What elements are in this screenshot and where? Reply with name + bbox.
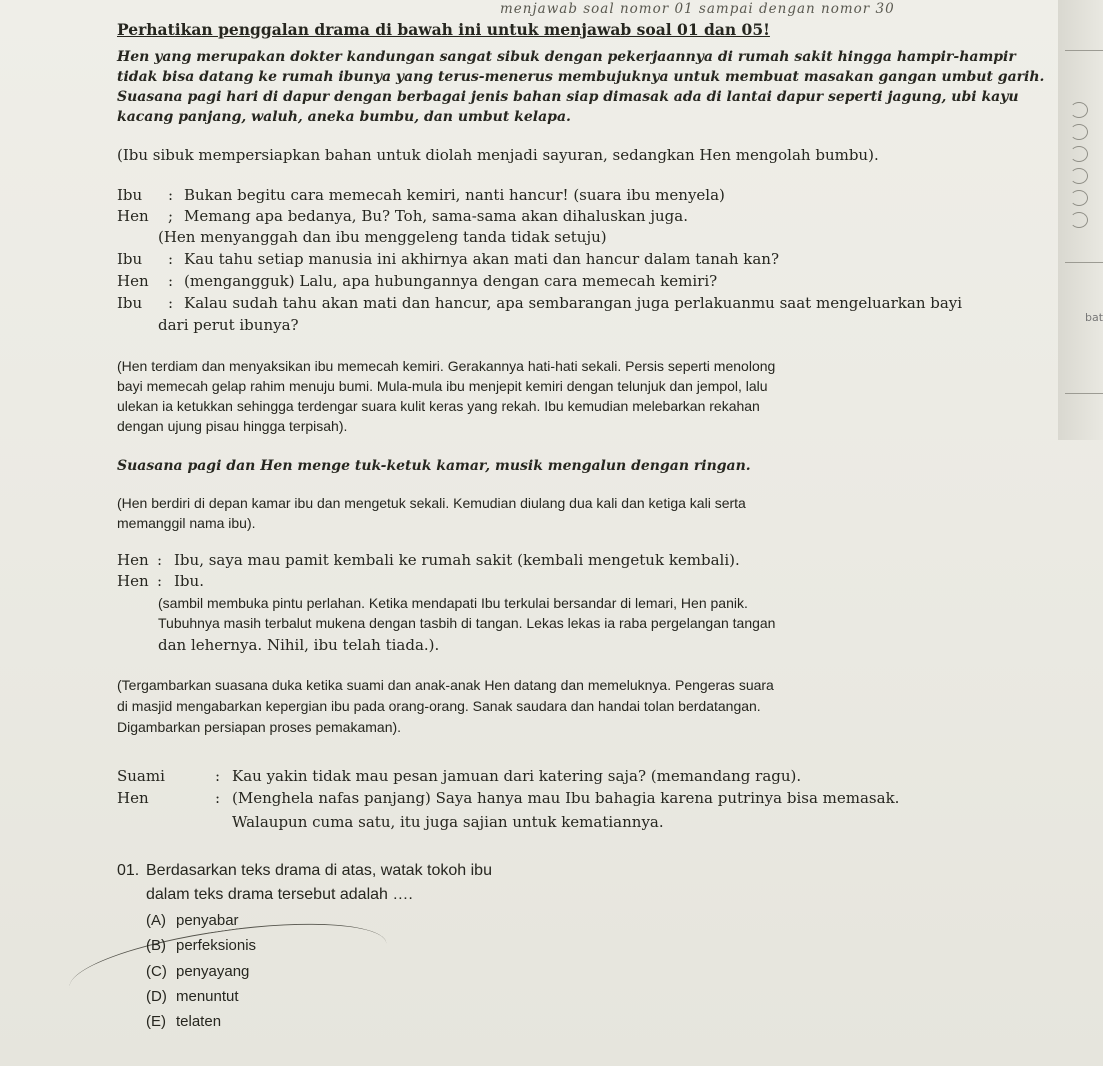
question-stem: dalam teks drama tersebut adalah ….: [146, 886, 413, 903]
speaker-name: Hen: [117, 272, 149, 290]
intro-line: Suasana pagi hari di dapur dengan berbagai jenis bahan siap dimasak ada di lantai dapur seperti jagung, ubi kayu: [117, 89, 1019, 105]
direction-line: Digambarkan persiapan proses pemakaman).: [117, 719, 402, 735]
direction-line: (Hen terdiam dan menyaksikan ibu memecah kemiri. Gerakannya hati-hati sekali. Persis seperti menolong: [117, 358, 776, 374]
adjacent-page-line: [1065, 50, 1103, 51]
speaker-name: Hen: [117, 789, 149, 807]
speaker-separator: :: [215, 789, 221, 807]
speaker-separator: :: [168, 250, 174, 268]
option-letter: (C): [146, 963, 167, 980]
instruction: Perhatikan penggalan drama di bawah ini untuk menjawab soal 01 dan 05!: [117, 20, 770, 39]
dialog-line: Kalau sudah tahu akan mati dan hancur, apa sembarangan juga perlakuanmu saat mengeluarkan bayi: [184, 294, 963, 312]
header-note: menjawab soal nomor 01 sampai dengan nomor 30: [500, 1, 895, 17]
direction-line: dengan ujung pisau hingga terpisah).: [117, 418, 348, 434]
speaker-separator: :: [157, 551, 163, 569]
speaker-name: Hen: [117, 572, 149, 590]
speaker-name: Ibu: [117, 186, 143, 204]
option-letter: (E): [146, 1013, 166, 1030]
option-letter: (B): [146, 937, 166, 954]
intro-line: kacang panjang, waluh, aneka bumbu, dan umbut kelapa.: [117, 109, 571, 125]
binding-ring-icon: [1070, 102, 1088, 118]
binding-ring-icon: [1070, 212, 1088, 228]
adjacent-page-text: bat: [1085, 311, 1103, 324]
direction-line: (Tergambarkan suasana duka ketika suami dan anak-anak Hen datang dan memeluknya. Pengeras suara: [117, 677, 774, 693]
speaker-separator: :: [168, 272, 174, 290]
speaker-separator: :: [215, 767, 221, 785]
dialog-line: dari perut ibunya?: [158, 316, 299, 334]
dialog-line: Walaupun cuma satu, itu juga sajian untuk kematiannya.: [232, 813, 664, 831]
option-text: penyayang: [176, 963, 250, 980]
direction-line: ulekan ia ketukkan sehingga terdengar suara kulit keras yang rekah. Ibu kemudian melebarkan rekahan: [117, 398, 760, 414]
dialog-line: Ibu, saya mau pamit kembali ke rumah sakit (kembali mengetuk kembali).: [174, 551, 740, 569]
direction-line: bayi memecah gelap rahim menuju bumi. Mula-mula ibu menjepit kemiri dengan telunjuk dan jempol, lalu: [117, 378, 768, 394]
speaker-separator: :: [157, 572, 163, 590]
option-text: penyabar: [176, 912, 239, 929]
speaker-name: Hen: [117, 551, 149, 569]
binding-ring-icon: [1070, 168, 1088, 184]
dialog-line: Ibu.: [174, 572, 204, 590]
dialog-line: (sambil membuka pintu perlahan. Ketika mendapati Ibu terkulai bersandar di lemari, Hen panik.: [158, 595, 748, 611]
speaker-name: Ibu: [117, 294, 143, 312]
dialog-line: (Hen menyanggah dan ibu menggeleng tanda tidak setuju): [158, 228, 607, 246]
dialog-line: dan lehernya. Nihil, ibu telah tiada.).: [158, 636, 440, 654]
option-text: perfeksionis: [176, 937, 257, 954]
speaker-name: Suami: [117, 767, 165, 785]
option-text: telaten: [176, 1013, 222, 1030]
dialog-line: (mengangguk) Lalu, apa hubungannya dengan cara memecah kemiri?: [184, 272, 718, 290]
option-text: menuntut: [176, 988, 239, 1005]
scene-heading: Suasana pagi dan Hen menge tuk-ketuk kamar, musik mengalun dengan ringan.: [117, 458, 751, 474]
speaker-separator: :: [168, 186, 174, 204]
option-letter: (D): [146, 988, 167, 1005]
dialog-line: Tubuhnya masih terbalut mukena dengan tasbih di tangan. Lekas lekas ia raba pergelangan tangan: [158, 615, 776, 631]
adjacent-page-line: [1065, 262, 1103, 263]
speaker-separator: ;: [168, 207, 174, 225]
question-number: 01.: [117, 862, 140, 879]
dialog-line: Kau yakin tidak mau pesan jamuan dari katering saja? (memandang ragu).: [232, 767, 802, 785]
option-letter: (A): [146, 912, 166, 929]
speaker-name: Ibu: [117, 250, 143, 268]
speaker-separator: :: [168, 294, 174, 312]
direction-line: di masjid mengabarkan kepergian ibu pada orang-orang. Sanak saudara dan handai tolan berdatangan.: [117, 698, 761, 714]
binding-ring-icon: [1070, 146, 1088, 162]
dialog-line: (Menghela nafas panjang) Saya hanya mau Ibu bahagia karena putrinya bisa memasak.: [232, 789, 900, 807]
question-stem: Berdasarkan teks drama di atas, watak tokoh ibu: [146, 862, 492, 879]
binding-ring-icon: [1070, 190, 1088, 206]
direction-line: memanggil nama ibu).: [117, 515, 256, 531]
stage-direction: (Ibu sibuk mempersiapkan bahan untuk diolah menjadi sayuran, sedangkan Hen mengolah bumbu).: [117, 146, 879, 164]
adjacent-page-line: [1065, 393, 1103, 394]
binding-ring-icon: [1070, 124, 1088, 140]
intro-line: Hen yang merupakan dokter kandungan sangat sibuk dengan pekerjaannya di rumah sakit hingga hampir-hampir: [117, 49, 1016, 65]
intro-line: tidak bisa datang ke rumah ibunya yang terus-menerus membujuknya untuk membuat masakan gangan umbut garih.: [117, 69, 1045, 85]
dialog-line: Bukan begitu cara memecah kemiri, nanti hancur! (suara ibu menyela): [184, 186, 725, 204]
dialog-line: Memang apa bedanya, Bu? Toh, sama-sama akan dihaluskan juga.: [184, 207, 688, 225]
dialog-line: Kau tahu setiap manusia ini akhirnya akan mati dan hancur dalam tanah kan?: [184, 250, 779, 268]
speaker-name: Hen: [117, 207, 149, 225]
direction-line: (Hen berdiri di depan kamar ibu dan mengetuk sekali. Kemudian diulang dua kali dan ketiga kali serta: [117, 495, 746, 511]
